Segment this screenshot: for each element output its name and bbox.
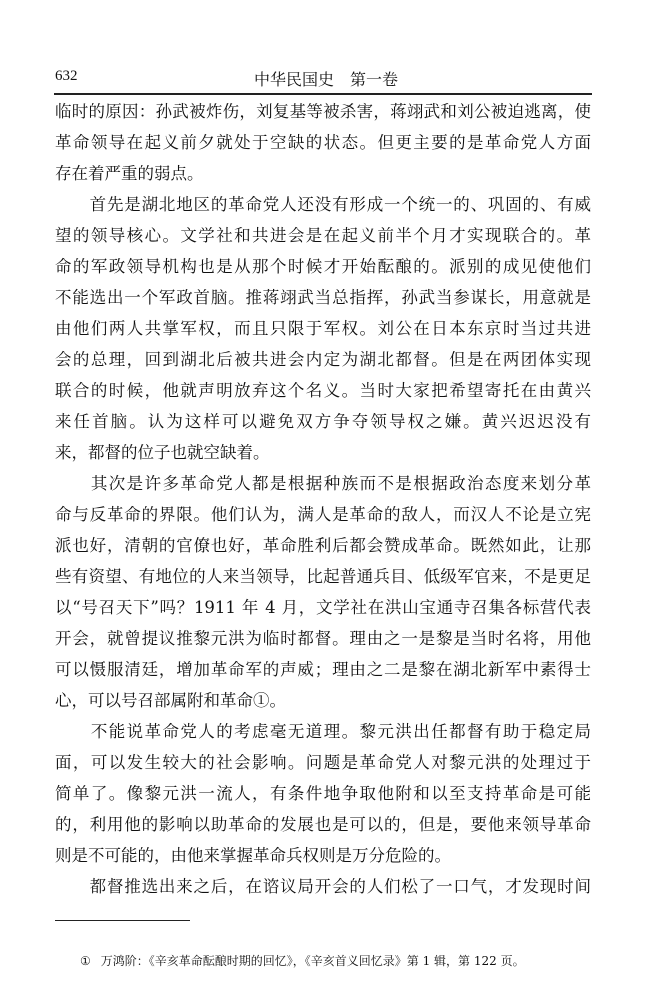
text-line: 来任首脑。认为这样可以避免双方争夺领导权之嫌。黄兴迟迟没有 bbox=[55, 412, 591, 431]
text-line: 不能说革命党人的考虑毫无道理。黎元洪出任都督有助于稳定局 bbox=[55, 722, 591, 741]
text-line: 联合的时候，他就声明放弃这个名义。当时大家把希望寄托在由黄兴 bbox=[55, 381, 591, 400]
text-line: 心，可以号召部属附和革命①。 bbox=[55, 691, 286, 710]
text-line: 的，利用他的影响以助革命的发展也是可以的，但是，要他来领导革命 bbox=[55, 815, 591, 834]
text-line: 开会，就曾提议推黎元洪为临时都督。理由之一是黎是当时名将，用他 bbox=[55, 629, 591, 648]
footnote-text: 万鸿阶：《辛亥革命酝酿时期的回忆》，《辛亥首义回忆录》第 1 辑，第 122 页。 bbox=[100, 954, 525, 968]
text-line: 首先是湖北地区的革命党人还没有形成一个统一的、巩固的、有威 bbox=[55, 195, 591, 214]
text-line: 存在着严重的弱点。 bbox=[55, 164, 204, 183]
running-title: 中华民国史 第一卷 bbox=[253, 70, 398, 89]
text-line: 望的领导核心。文学社和共进会是在起义前半个月才实现联合的。革 bbox=[55, 226, 591, 245]
text-line: 命与反革命的界限。他们认为，满人是革命的敌人，而汉人不论是立宪 bbox=[55, 505, 591, 524]
text-line: 简单了。像黎元洪一流人，有条件地争取他附和以至支持革命是可能 bbox=[55, 784, 591, 803]
text-line: 些有资望、有地位的人来当领导，比起普通兵目、低级军官来，不是更足 bbox=[55, 567, 591, 586]
text-line: 可以慑服清廷，增加革命军的声威；理由之二是黎在湖北新军中素得士 bbox=[55, 660, 591, 679]
text-line: 其次是许多革命党人都是根据种族而不是根据政治态度来划分革 bbox=[55, 474, 591, 493]
text-line: 命的军政领导机构也是从那个时候才开始酝酿的。派别的成见使他们 bbox=[55, 257, 591, 276]
text-line: 不能选出一个军政首脑。推蒋翊武当总指挥，孙武当参谋长，用意就是 bbox=[55, 288, 591, 307]
text-line: 由他们两人共掌军权，而且只限于军权。刘公在日本东京时当过共进 bbox=[55, 319, 591, 338]
text-line: 都督推选出来之后，在谘议局开会的人们松了一口气，才发现时间 bbox=[55, 877, 591, 896]
text-line: 临时的原因：孙武被炸伤，刘复基等被杀害，蒋翊武和刘公被迫逃离，使 bbox=[55, 102, 591, 121]
footnote-rule bbox=[55, 920, 190, 921]
footnote-mark: ① bbox=[80, 954, 91, 968]
text-line: 革命领导在起义前夕就处于空缺的状态。但更主要的是革命党人方面 bbox=[55, 133, 591, 152]
text-line: 来，都督的位子也就空缺着。 bbox=[55, 443, 270, 462]
header-rule bbox=[54, 93, 592, 95]
page-number: 632 bbox=[55, 68, 78, 84]
text-line: 会的总理，回到湖北后被共进会内定为湖北都督。但是在两团体实现 bbox=[55, 350, 591, 369]
body-text bbox=[55, 96, 591, 902]
text-line: 面，可以发生较大的社会影响。问题是革命党人对黎元洪的处理过于 bbox=[55, 753, 591, 772]
text-line: 派也好，清朝的官僚也好，革命胜利后都会赞成革命。既然如此，让那 bbox=[55, 536, 591, 555]
footnote bbox=[80, 952, 595, 970]
text-line: 以“号召天下”吗？1911 年 4 月，文学社在洪山宝通寺召集各标营代表 bbox=[55, 598, 591, 617]
text-line: 则是不可能的，由他来掌握革命兵权则是万分危险的。 bbox=[55, 846, 451, 865]
